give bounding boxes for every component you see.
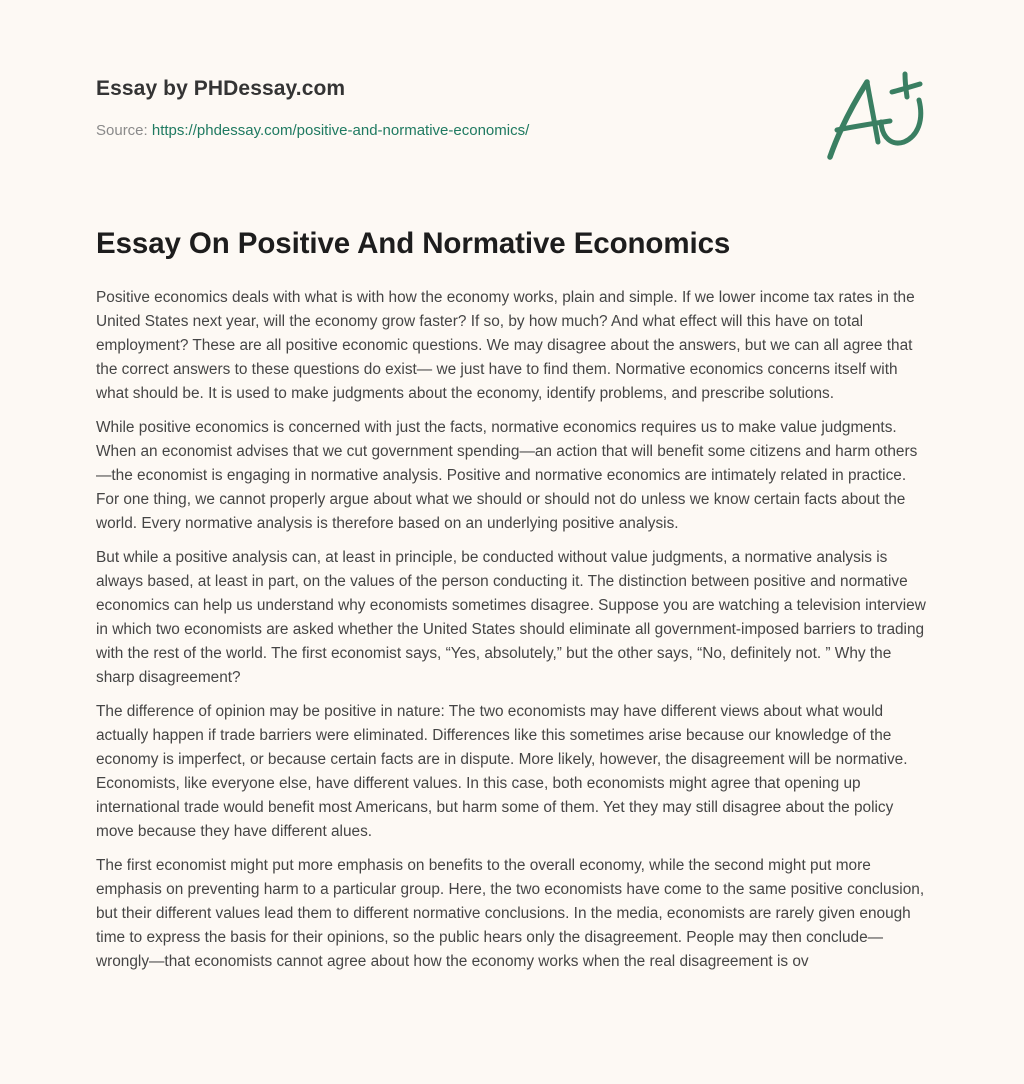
site-title: Essay by PHDessay.com: [96, 77, 346, 100]
article-paragraph: The first economist might put more emphasis on benefits to the overall economy, while the second might put more emphasis on preventing harm to a particular group. Here, the two economists have come to the same positive conclusion, but their different values lead them to different normative conclusions. In the media, economists are rarely given enough time to express the basis for their opinions, so the public hears only the disagreement. People may then conclude—wrongly—that economists cannot agree about how the economy works when the real disagreement is ov: [96, 857, 925, 970]
article-paragraph: But while a positive analysis can, at least in principle, be conducted without value judgments, a normative analysis is always based, at least in part, on the values of the person conducting it. The distinction between positive and normative economics can help us understand why economists sometimes disagree. Suppose you are watching a television interview in which two economists are asked whether the United States should eliminate all government-imposed barriers to trading with the rest of the world. The first economist says, “Yes, absolutely,” but the other says, “No, definitely not. ” Why the sharp disagreement?: [96, 549, 926, 686]
site-header: [96, 74, 926, 141]
article-paragraph: While positive economics is concerned with just the facts, normative economics requires us to make value judgments. When an economist advises that we cut government spending—an action that will benefit some citizens and harm others—the economist is engaging in normative analysis. Positive and normative economics are intimately related in practice. For one thing, we cannot properly argue about what we should or should not do unless we know certain facts about the world. Every normative analysis is therefore based on an underlying positive analysis.: [96, 419, 918, 532]
source-line: [96, 121, 926, 141]
source-label: Source:: [96, 122, 148, 139]
article-body: [96, 286, 928, 984]
article-title: Essay On Positive And Normative Economics: [96, 227, 731, 260]
a-plus-grade-icon: [820, 64, 932, 164]
article-paragraph: The difference of opinion may be positive in nature: The two economists may have different views about what would actually happen if trade barriers were eliminated. Differences like this sometimes arise because our knowledge of the economy is imperfect, or because certain facts are in dispute. More likely, however, the disagreement will be normative. Economists, like everyone else, have different values. In this case, both economists might agree that opening up international trade would benefit most Americans, but harm some of them. Yet they may still disagree about the policy move because they have different alues.: [96, 703, 908, 840]
source-link[interactable]: https://phdessay.com/positive-and-normative-economics/: [151, 122, 530, 139]
article-paragraph: Positive economics deals with what is with how the economy works, plain and simple. If we lower income tax rates in the United States next year, will the economy grow faster? If so, by how much? And what effect will this have on total employment? These are all positive economic questions. We may disagree about the answers, but we can all agree that the correct answers to these questions do exist— we just have to find them. Normative economics concerns itself with what should be. It is used to make judgments about the economy, identify problems, and prescribe solutions.: [96, 289, 915, 402]
